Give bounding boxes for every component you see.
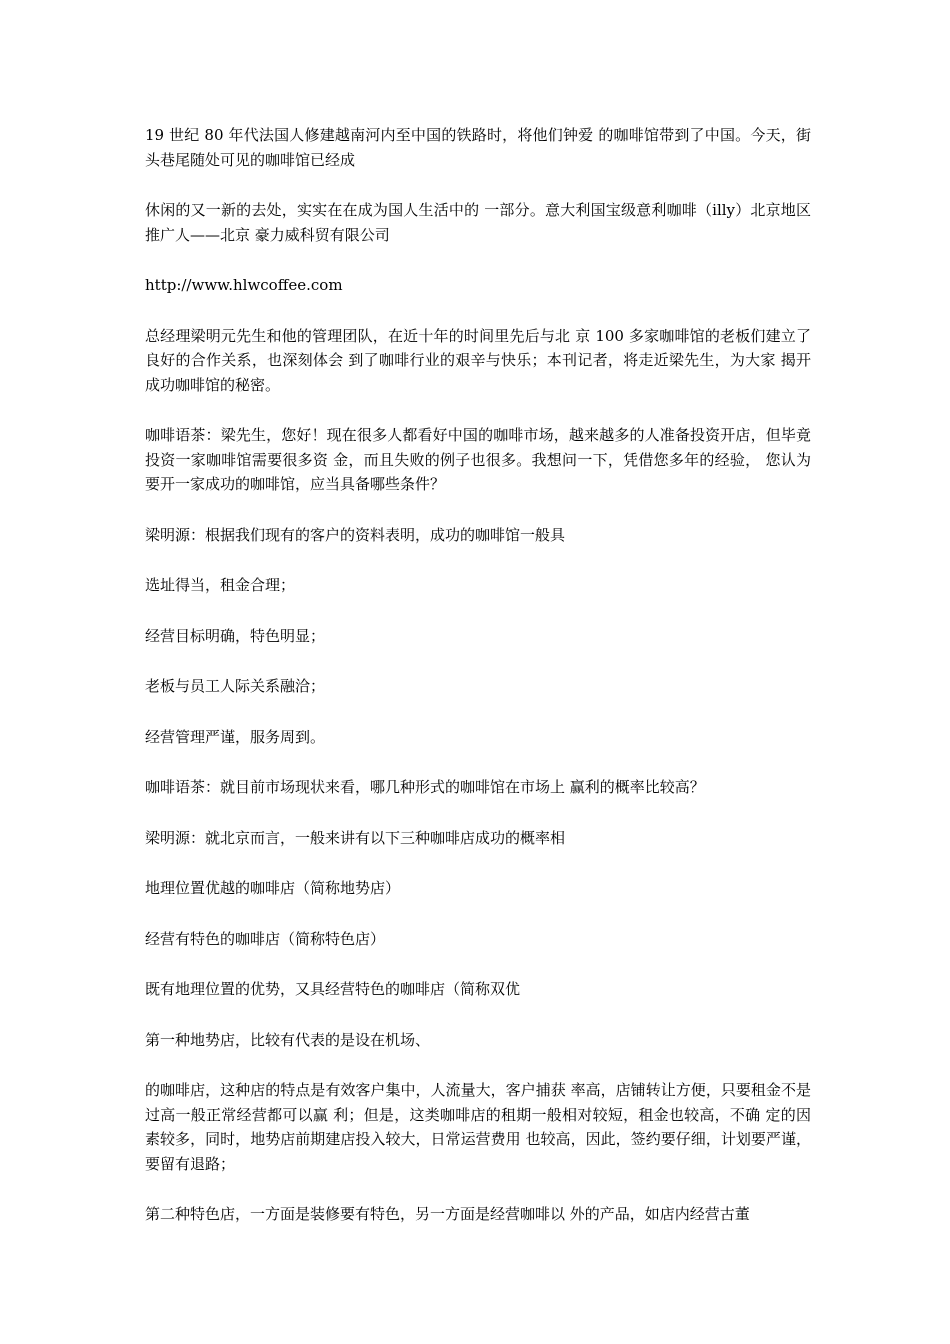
list-item-business-goal: 经营目标明确，特色明显；: [145, 626, 326, 645]
paragraph-general-manager: 总经理梁明元先生和他的管理团队，在近十年的时间里先后与北 京 100 多家咖啡馆的老板们建立了良好的合作关系，也深刻体会 到了咖啡行业的艰辛与快乐；本刊记者，将走近梁先生，为大家 揭开成功咖啡馆的秘密。: [145, 326, 811, 394]
list-item-management: 经营管理严谨，服务周到。: [145, 727, 326, 746]
paragraph-website-url: http://www.hlwcoffee.com: [145, 276, 343, 294]
paragraph-answer-1: 梁明源：根据我们现有的客户的资料表明，成功的咖啡馆一般具: [145, 525, 566, 544]
paragraph-first-type: 第一种地势店，比较有代表的是设在机场、: [145, 1030, 431, 1049]
paragraph-question-2: 咖啡语茶：就目前市场现状来看，哪几种形式的咖啡馆在市场上 赢利的概率比较高？: [145, 778, 705, 796]
document-body: [145, 123, 811, 1253]
list-item-feature-store: 经营有特色的咖啡店（简称特色店）: [145, 929, 386, 948]
list-item-location: 选址得当，租金合理；: [145, 576, 296, 594]
list-item-location-store: 地理位置优越的咖啡店（简称地势店）: [145, 879, 401, 897]
paragraph-second-type: 第二种特色店，一方面是装修要有特色，另一方面是经营咖啡以 外的产品，如店内经营古董: [145, 1205, 750, 1223]
list-item-relations: 老板与员工人际关系融洽；: [145, 677, 326, 695]
list-item-dual-advantage-store: 既有地理位置的优势，又具经营特色的咖啡店（简称双优: [145, 980, 521, 998]
paragraph-intro: 19 世纪 80 年代法国人修建越南河内至中国的铁路时，将他们钟爱 的咖啡馆带到了中国。今天，街头巷尾随处可见的咖啡馆已经成: [145, 126, 811, 169]
paragraph-illy-promoter: 休闲的又一新的去处，实实在在成为国人生活中的 一部分。意大利国宝级意利咖啡（illy）北京地区推广人——北京 豪力威科贸有限公司: [145, 201, 811, 244]
paragraph-answer-2: 梁明源：就北京而言，一般来讲有以下三种咖啡店成功的概率相: [145, 828, 566, 847]
paragraph-location-store-details: 的咖啡店，这种店的特点是有效客户集中，人流量大，客户捕获 率高，店铺转让方便，只要租金不是过高一般正常经营都可以赢 利；但是，这类咖啡店的租期一般相对较短，租金也较高，不确 定的因素较多，同时，地势店前期建店投入较大，日常运营费用 也较高，因此，签约要仔细，计划要严谨，要留有退路；: [145, 1081, 811, 1173]
paragraph-question-1: 咖啡语茶：梁先生，您好！现在很多人都看好中国的咖啡市场，越来越多的人准备投资开店，但毕竟投资一家咖啡馆需要很多资 金，而且失败的例子也很多。我想问一下，凭借您多年的经验， 您认为要开一家成功的咖啡馆，应当具备哪些条件？: [145, 426, 811, 493]
